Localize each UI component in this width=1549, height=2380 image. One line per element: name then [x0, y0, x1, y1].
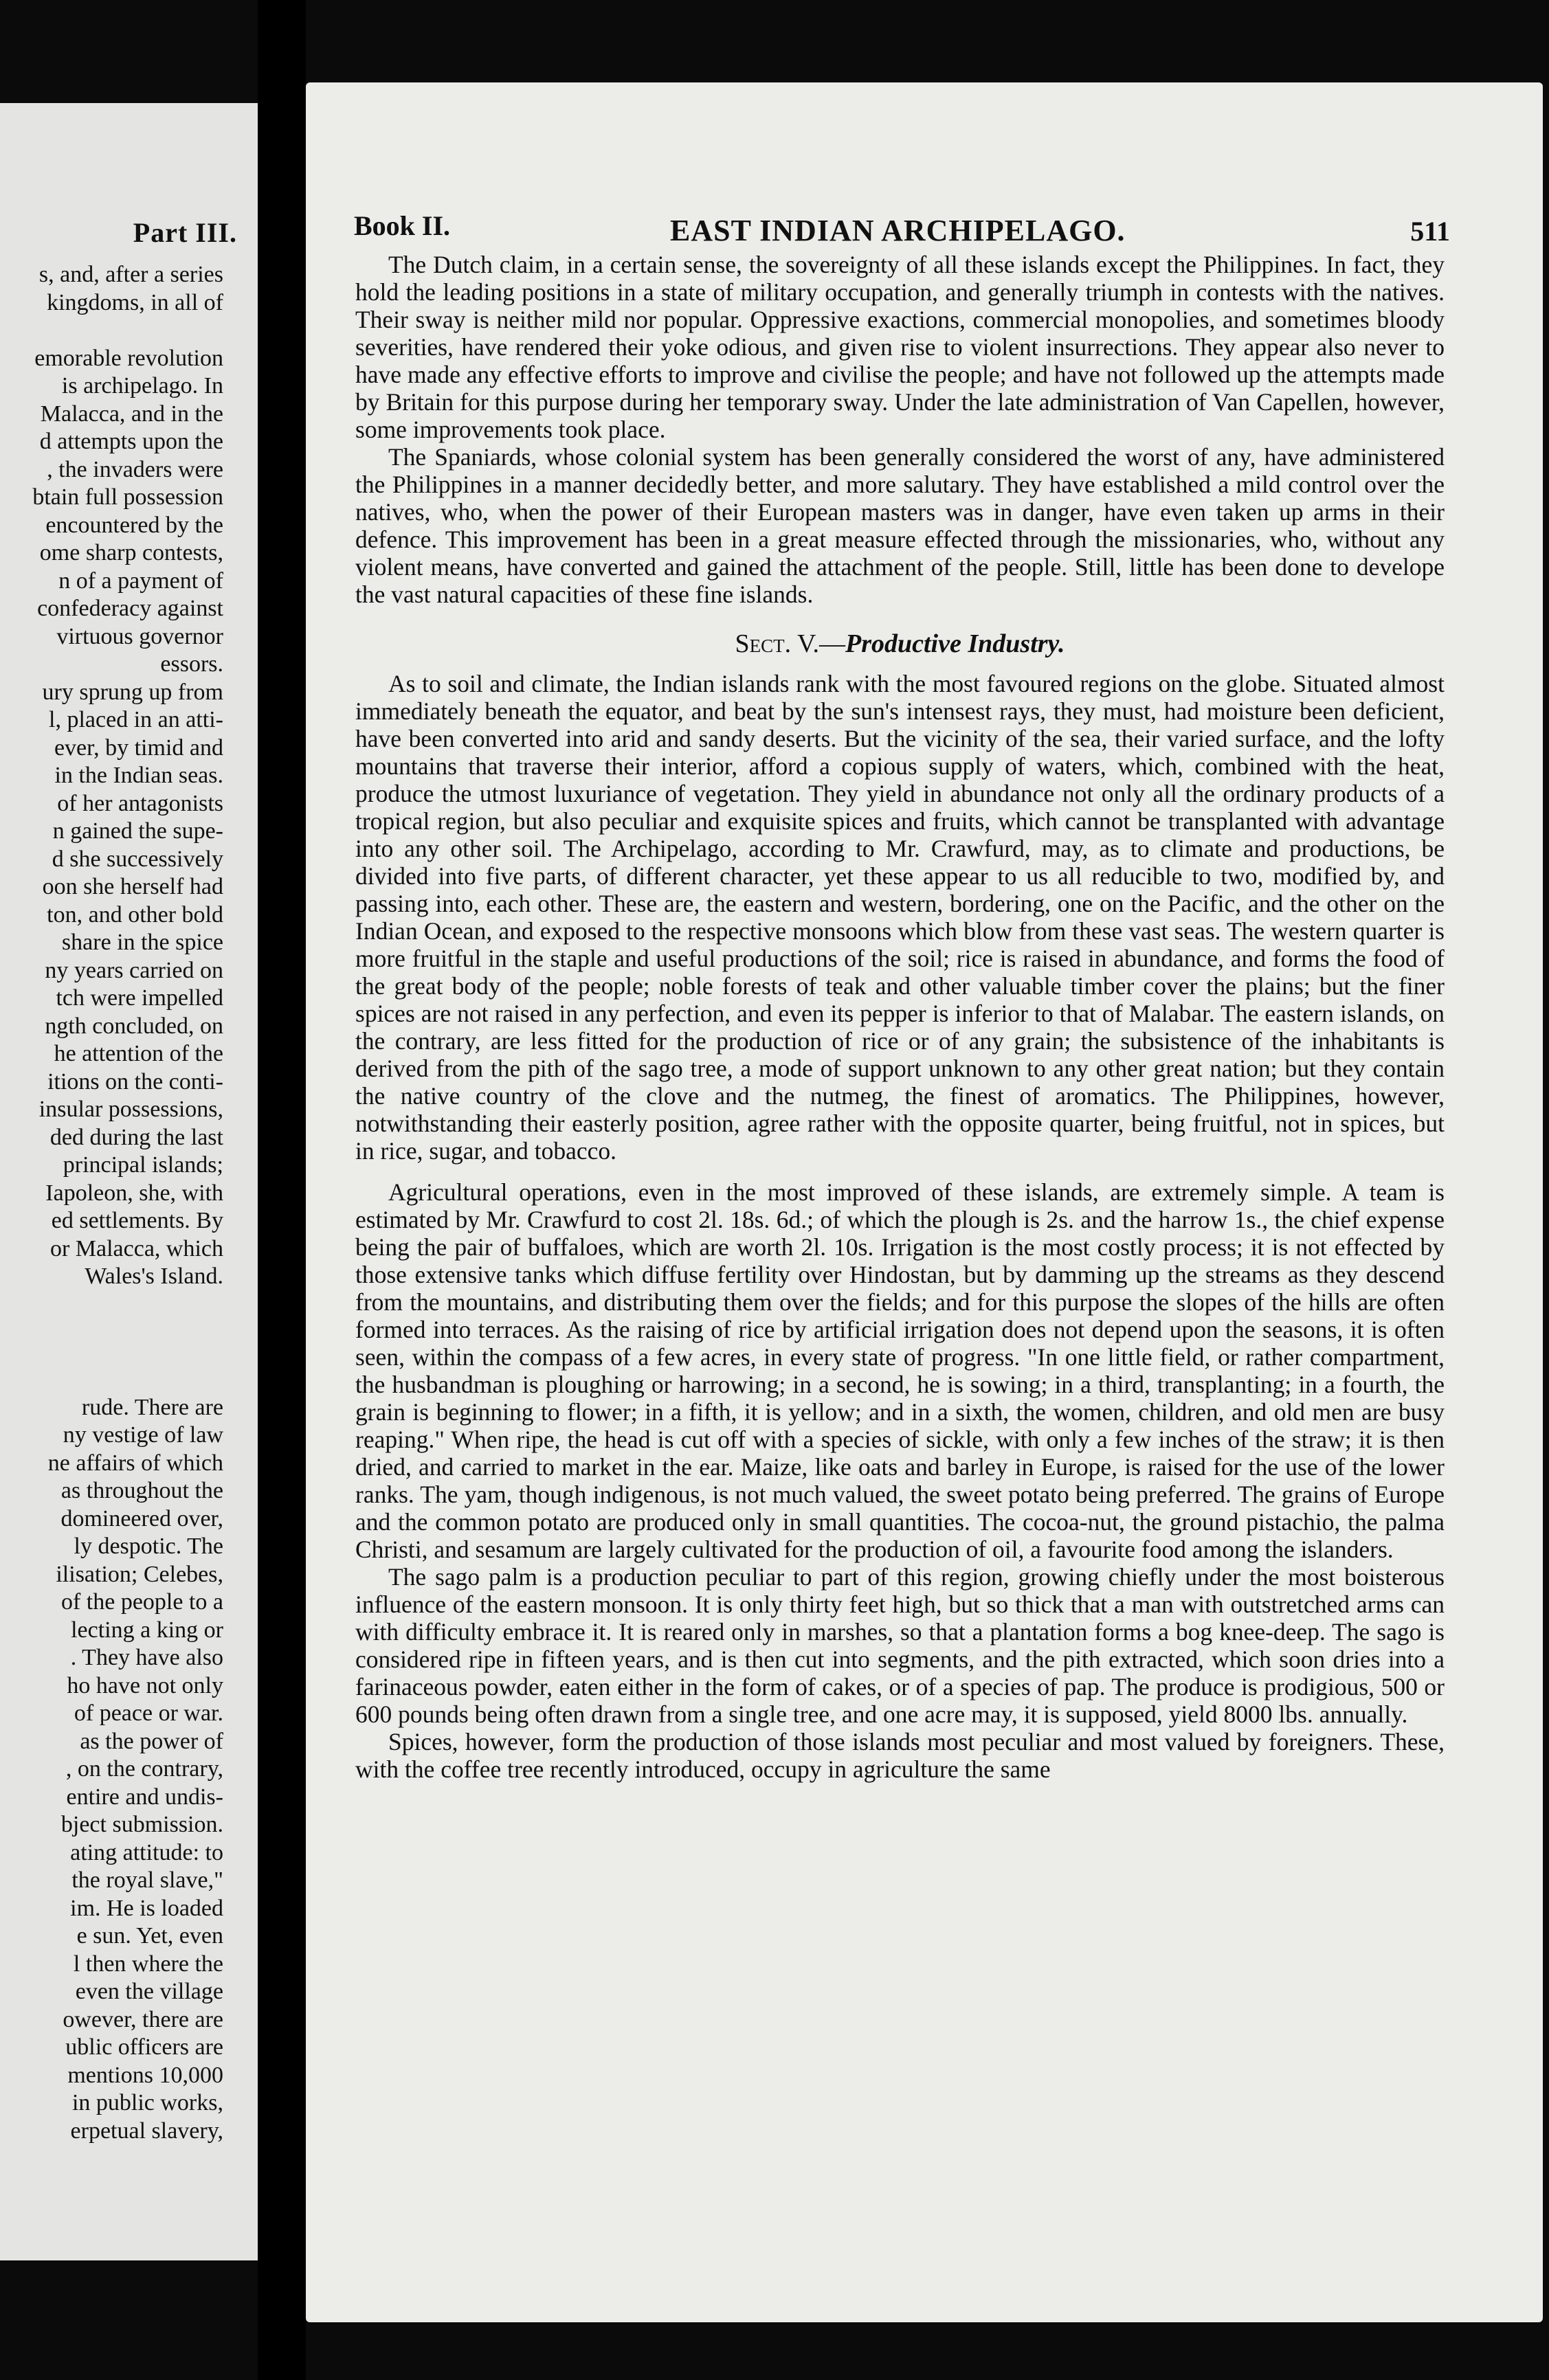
left-text-line: as throughout the [60, 1478, 223, 1503]
left-text-line: n gained the supe- [52, 818, 223, 844]
left-text-line: bject submission. [60, 1812, 223, 1837]
section-heading [355, 627, 1445, 660]
left-text-line: ury sprung up from [42, 679, 223, 705]
section-number: Sect. V. [735, 629, 819, 658]
page-body [355, 251, 1445, 1783]
paragraph-sago-palm: The sago palm is a production peculiar to part of this region, growing chiefly under the most boisterous influence of the eastern monsoon. It is only thirty feet high, but so thick that a man with outstretched arms can with difficulty embrace it. It is reared only in marshes, so that a plantation forms a bog knee-deep. The sago is considered ripe in fifteen years, and is then cut into segments, and the pith extracted, which soon dries into a farinaceous powder, eaten either in the form of cakes, or of a species of pap. The produce is prodigious, 500 or 600 pounds being often drawn from a single tree, and one acre may, it is supposed, yield 8000 lbs. annually. [355, 1563, 1445, 1728]
left-text-line: d attempts upon the [39, 429, 223, 454]
left-text-line: of her antagonists [57, 790, 223, 816]
left-text-line: itions on the conti- [47, 1068, 223, 1094]
left-text-line: in the Indian seas. [54, 763, 223, 788]
paragraph-spaniards: The Spaniards, whose colonial system has been generally considered the worst of any, have administered the Philippines in a manner decidedly better, and more salutary. They have established a mild control over the natives, who, when the power of their European masters was in danger, have even taken up arms in their defence. This improvement has been in a great measure effected through the missionaries, who, without any violent means, have converted and gained the attachment of the people. Still, little has been done to develope the vast natural capacities of these fine islands. [355, 443, 1445, 608]
left-text-line: virtuous governor [56, 623, 223, 649]
left-text-line: erpetual slavery, [70, 2118, 223, 2144]
left-text-line: l, placed in an atti- [49, 707, 223, 732]
paragraph-dutch-claim: The Dutch claim, in a certain sense, the sovereignty of all these islands except the Philippines. In fact, they hold the leading positions in a state of military occupation, and generally triumph in contests with the natives. Their sway is neither mild nor popular. Oppressive exactions, commercial monopolies, and sometimes bloody severities, have rendered their yoke odious, and given rise to violent insurrections. They appear also never to have made any effective efforts to improve and civilise the people; and have not followed up the attempts made by Britain for this purpose during her temporary sway. Under the late administration of Van Capellen, however, some improvements took place. [355, 251, 1445, 443]
page-title: EAST INDIAN ARCHIPELAGO. [670, 214, 1126, 247]
left-text-line: essors. [160, 651, 223, 677]
left-text-line: ome sharp contests, [39, 540, 223, 565]
left-text-line: ny years carried on [45, 957, 223, 983]
paragraph-soil-climate: As to soil and climate, the Indian islands rank with the most favoured regions on the globe. Situated almost immediately beneath the equator, and beat by the sun's intensest rays, they must, had moisture been deficient, have been converted into arid and sandy deserts. But the vicinity of the sea, their varied surface, and the lofty mountains that traverse their interior, afford a copious supply of waters, which, combined with the heat, produce the utmost luxuriance of vegetation. They yield in abundance not only all the ordinary products of a tropical region, but also peculiar and exquisite spices and fruits, which cannot be transplanted with advantage into any other soil. The Archipelago, according to Mr. Crawfurd, may, as to climate and productions, be divided into five parts, of different character, yet these appear to us all reducible to two, modified by, and passing into, each other. These are, the eastern and western, bordering, one on the Pacific, and the other on the Indian Ocean, and exposed to the respective monsoons which blow from these vast seas. The western quarter is more fruitful in the staple and useful productions of the soil; rice is raised in abundance, and forms the food of the great body of the people; noble forests of teak and other valuable timber cover the plains; but the finer spices are not raised in any perfection, and even its pepper is inferior to that of Malabar. The eastern islands, on the contrary, are less fitted for the production of rice or of any grain; the subsistence of the inhabitants is derived from the pith of the sago tree, a mode of support unknown to any other great nation; but they contain the native country of the clove and the nutmeg, the finest of aromatics. The Philippines, however, notwithstanding their easterly position, agree rather with the opposite quarter, being fruitful, not in spices, but in rice, sugar, and tobacco. [355, 670, 1445, 1165]
left-text-line: he attention of the [54, 1041, 223, 1066]
left-text-line: emorable revolution [34, 345, 223, 371]
left-text-line: of the people to a [60, 1589, 223, 1615]
left-text-line [0, 317, 223, 345]
left-text-line: ublic officers are [65, 2034, 223, 2060]
left-text-line: is archipelago. In [61, 373, 223, 398]
book-label: Book II. [354, 210, 451, 241]
left-text-line: share in the spice [61, 930, 223, 955]
left-text-line: as the power of [80, 1728, 223, 1754]
left-text-line: insular possessions, [38, 1097, 223, 1122]
left-text-line: ever, by timid and [54, 734, 223, 761]
left-running-header: Part III. [133, 217, 237, 248]
left-text-line: oon she herself had [42, 874, 223, 899]
left-text-block-top [0, 261, 223, 1291]
left-text-line: kingdoms, in all of [47, 289, 223, 315]
left-text-line: confederacy against [37, 596, 223, 621]
left-text-line: mentions 10,000 [67, 2062, 223, 2088]
left-text-line: of peace or war. [74, 1700, 223, 1726]
left-text-line: ho have not only [67, 1672, 223, 1698]
left-text-line: ded during the last [49, 1124, 223, 1150]
left-text-line: ilisation; Celebes, [56, 1561, 223, 1587]
left-text-line: e sun. Yet, even [76, 1923, 223, 1949]
left-text-line: rude. There are [81, 1394, 223, 1420]
left-text-line: Malacca, and in the [40, 401, 223, 427]
left-text-line: ny vestige of law [63, 1422, 223, 1448]
left-text-line: ton, and other bold [47, 901, 223, 928]
left-text-line: in public works, [71, 2090, 223, 2115]
left-text-line: ed settlements. By [51, 1208, 223, 1233]
left-text-line: d she successively [52, 846, 223, 872]
left-text-line: owever, there are [63, 2006, 223, 2032]
left-text-line: even the village [75, 1979, 223, 2004]
left-text-gap [0, 1291, 223, 1394]
left-text-line: n of a payment of [58, 568, 223, 594]
running-header [354, 210, 1450, 251]
left-text-line: ly despotic. The [74, 1534, 223, 1559]
left-text-line: encountered by the [45, 512, 223, 538]
left-text-line: Iapoleon, she, with [45, 1180, 223, 1206]
left-text-line: ne affairs of which [47, 1450, 223, 1476]
left-text-line: principal islands; [63, 1152, 223, 1178]
paragraph-agriculture: Agricultural operations, even in the most improved of these islands, are extremely simple. A team is estimated by Mr. Crawfurd to cost 2l. 18s. 6d.; of which the plough is 2s. and the harrow 1s., the chief expense being the pair of buffaloes, which are worth 2l. 10s. Irrigation is the most costly process; it is not effected by those extensive tanks which diffuse fertility over Hindostan, but by damming up the streams as they descend from the mountains, and distributing them over the fields; and for this purpose the slopes of the hills are often formed into terraces. As the raising of rice by artificial irrigation does not depend upon the seasons, it is often seen, within the compass of a few acres, in every state of progress. "In one little field, or rather compartment, the husbandman is ploughing or harrowing; in a second, he is sowing; in a third, transplanting; in a fourth, the grain is beginning to flower; in a fifth, it is yellow; and in a sixth, the women, children, and old men are busy reaping." When ripe, the head is cut off with a species of sickle, with only a few inches of the straw; it is then dried, and carried to market in the ear. Maize, like oats and barley in Europe, is raised for the use of the lower ranks. The yam, though indigenous, is not much valued, the sweet potato being preferred. The grains of Europe and the common potato are produced only in small quantities. The cocoa-nut, the ground pistachio, the palma Christi, and sesamum are largely cultivated for the production of oil, a favourite food among the islanders. [355, 1178, 1445, 1563]
section-dash: — [819, 629, 845, 658]
left-text-line: , the invaders were [47, 456, 223, 482]
left-text-line: , on the contrary, [65, 1756, 223, 1782]
left-text-line: domineered over, [60, 1505, 223, 1531]
left-text-line: entire and undis- [66, 1784, 223, 1810]
left-page-text [0, 261, 223, 2145]
left-text-line: or Malacca, which [49, 1235, 223, 1261]
page-number: 511 [1410, 216, 1450, 247]
section-subject: Productive Industry. [845, 629, 1065, 658]
left-text-line: l then where the [73, 1951, 223, 1977]
left-text-line: the royal slave," [71, 1867, 223, 1893]
left-text-line: tch were impelled [56, 985, 223, 1011]
left-text-line: ngth concluded, on [45, 1013, 223, 1039]
left-text-line: ating attitude: to [70, 1839, 223, 1865]
paragraph-spices: Spices, however, form the production of those islands most peculiar and most valued by foreigners. These, with the coffee tree recently introduced, occupy in agriculture the same [355, 1728, 1445, 1783]
left-text-line: . They have also [70, 1645, 223, 1670]
left-text-line: im. He is loaded [70, 1895, 223, 1921]
right-page [306, 82, 1543, 2322]
left-page-fragment [0, 103, 258, 2260]
left-text-line: Wales's Island. [85, 1264, 223, 1289]
left-text-block-bottom [0, 1394, 223, 2146]
page-gutter [258, 0, 306, 2380]
left-text-line: btain full possession [32, 484, 223, 510]
left-text-line: s, and, after a series [38, 262, 223, 287]
left-text-line: lecting a king or [71, 1617, 223, 1643]
